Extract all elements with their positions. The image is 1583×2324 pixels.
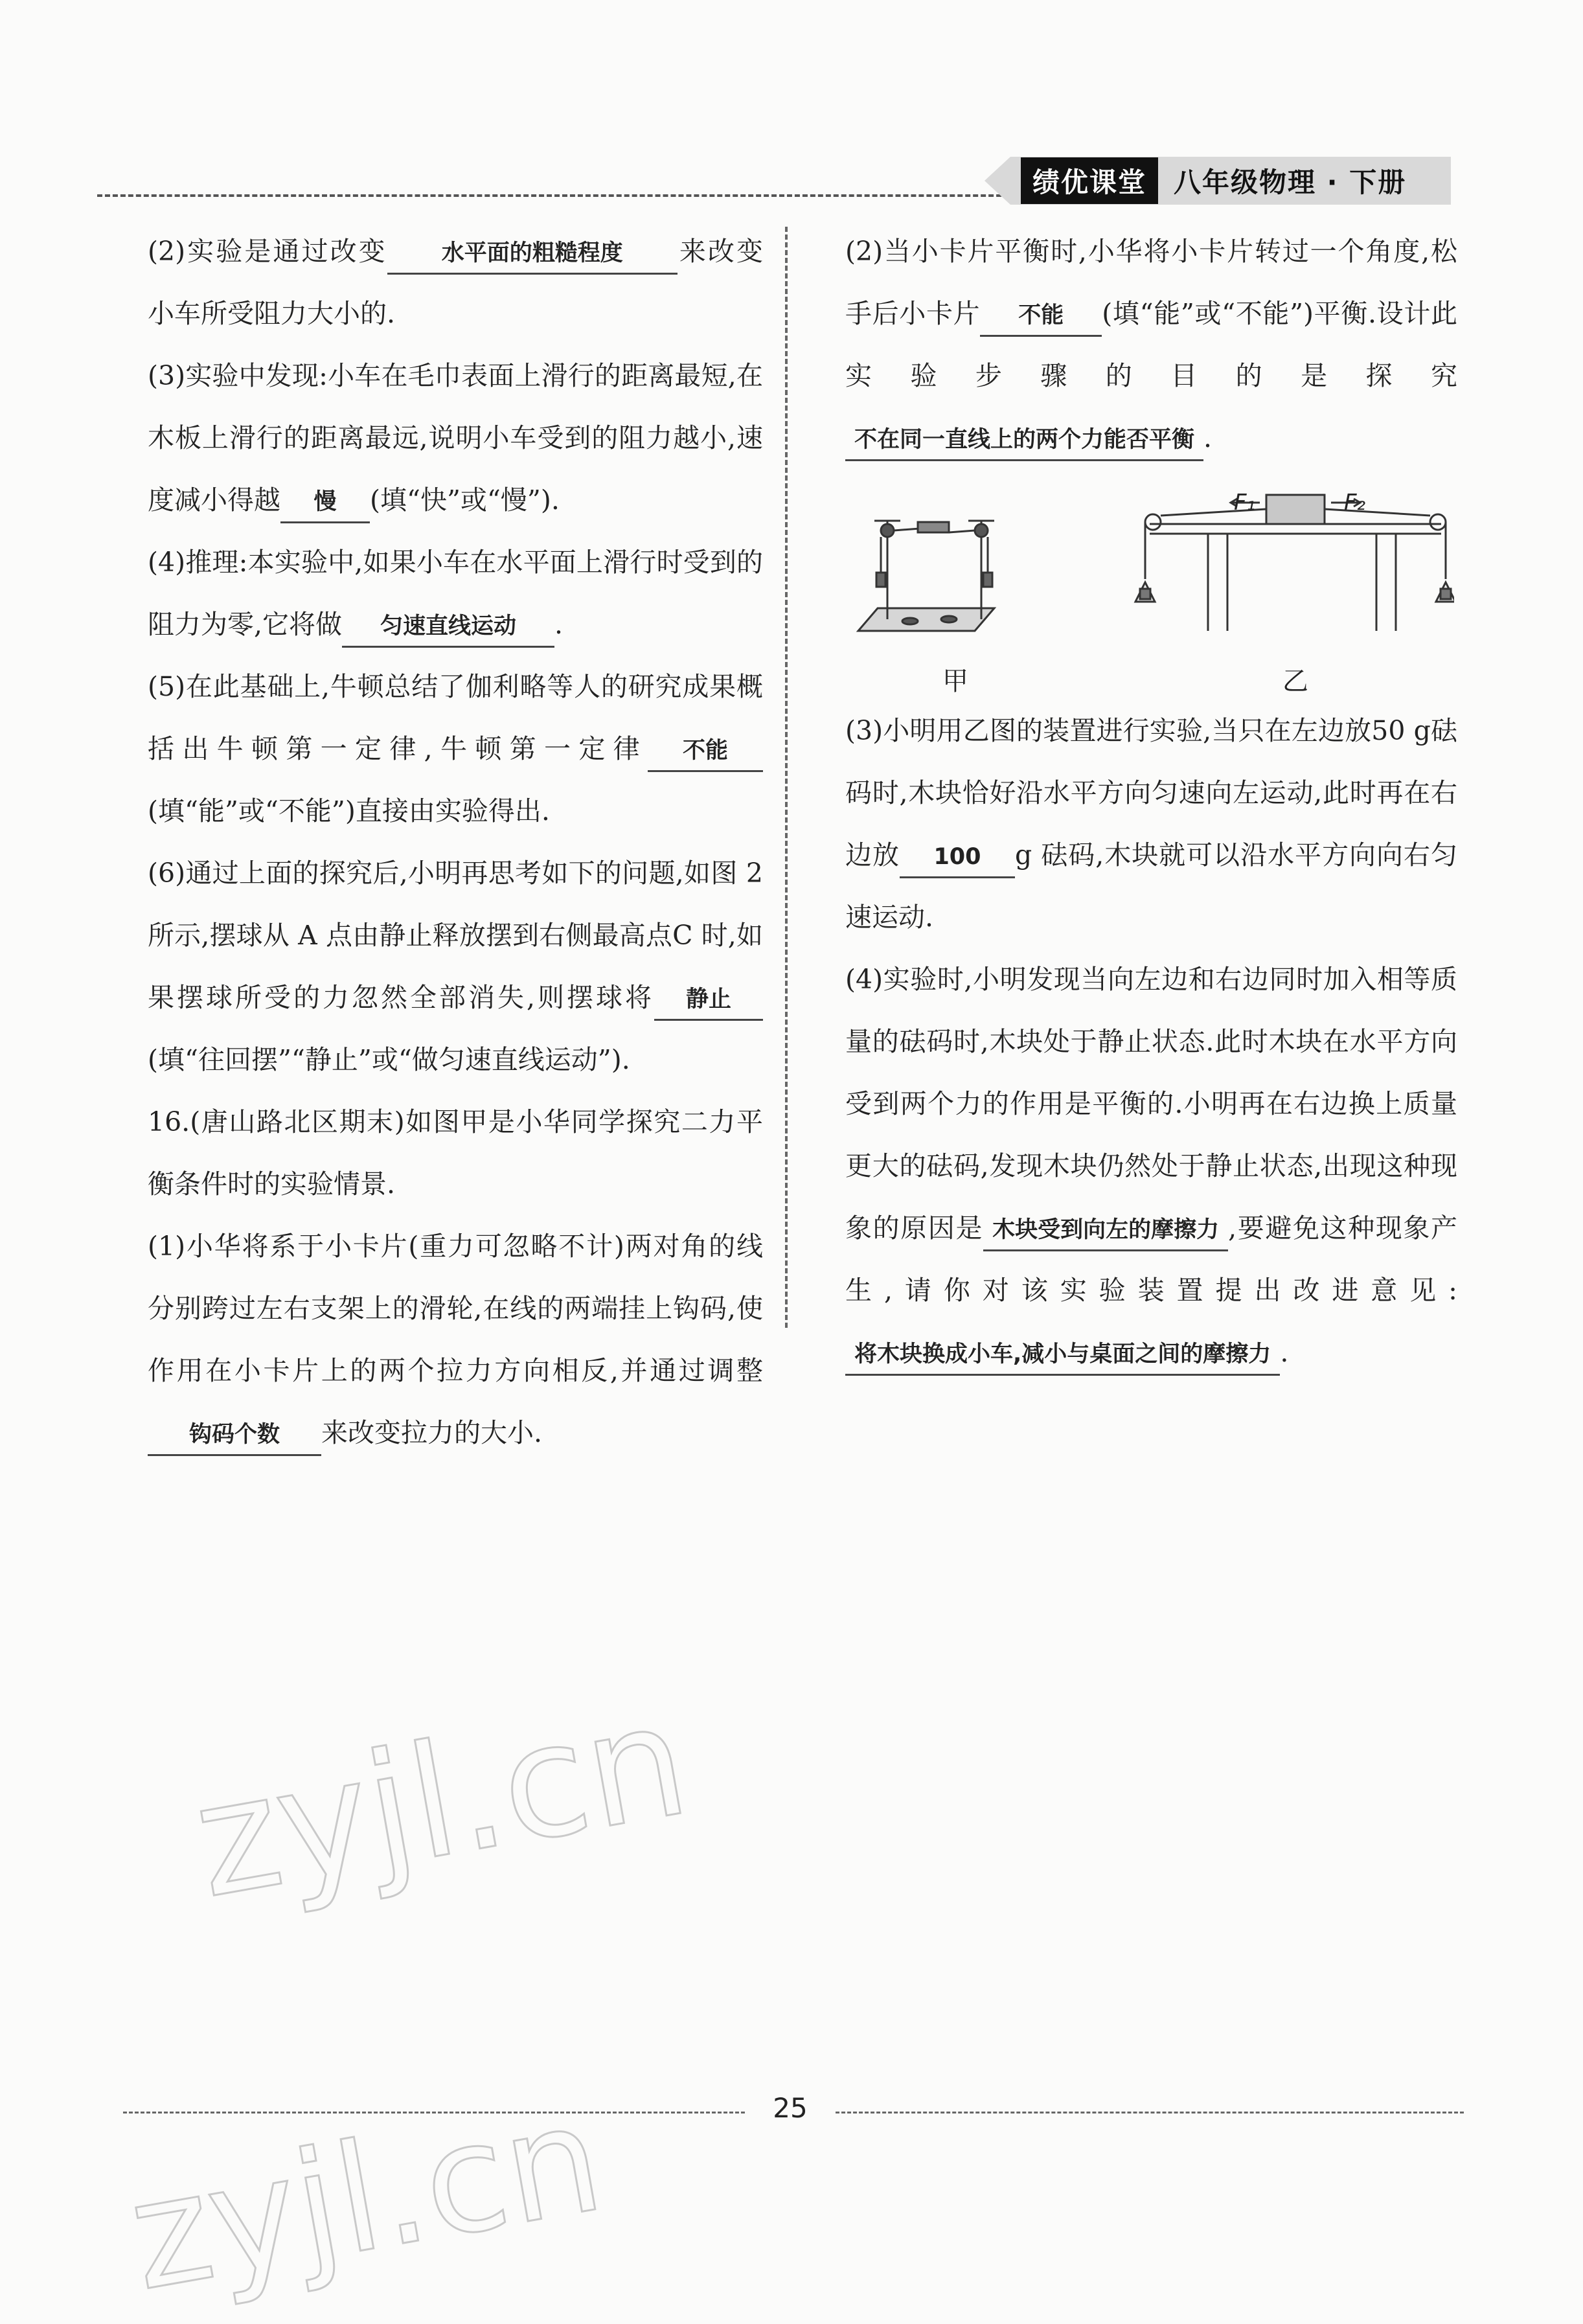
- grade-label: 八年级物理 · 下册: [1174, 166, 1407, 198]
- footer-rule-left: [123, 2112, 745, 2113]
- answer-blank: 水平面的粗糙程度: [387, 234, 678, 275]
- question-5: (5)在此基础上,牛顿总结了伽利略等人的研究成果概括出牛顿第一定律,牛顿第一定律 不能(填“能”或“不能”)直接由实验得出.: [148, 671, 763, 826]
- footer-rule-right: [836, 2112, 1464, 2113]
- header-rule: [97, 194, 1017, 197]
- figure-jia-caption: 甲: [942, 666, 968, 696]
- answer-blank: 不在同一直线上的两个力能否平衡: [845, 420, 1203, 461]
- figure-jia: [858, 521, 994, 631]
- page-number: 25: [773, 2092, 808, 2124]
- question-16-2: (2)当小卡片平衡时,小华将小卡片转过一个角度,松手后小卡片 不能 (填“能”或“不能”)平衡.设计此实验步骤的目的是探究不在同一直线上的两个力能否平衡 .: [845, 220, 1457, 469]
- right-column: [845, 220, 1457, 1384]
- answer-blank: 匀速直线运动: [342, 607, 554, 648]
- question-4: (4)推理:本实验中,如果小车在水平面上滑行时受到的阻力为零,它将做 匀速直线运动 .: [148, 531, 763, 655]
- header-banner: [1010, 157, 1451, 205]
- question-16-stem: 16.(唐山路北区期末)如图甲是小华同学探究二力平衡条件时的实验情景.: [148, 1106, 763, 1200]
- figure-yi-caption: 乙: [1282, 666, 1308, 696]
- answer-blank: 静止: [654, 980, 763, 1021]
- force-f1-label: F₁: [1234, 490, 1256, 516]
- question-16-1: (1)小华将系于小卡片(重力可忽略不计)两对角的线分别跨过左右支架上的滑轮,在线的两端挂上钩码,使作用在小卡片上的两个拉力方向相反,并通过调整钩码个数 来改变拉力的大小.: [148, 1215, 763, 1464]
- answer-blank: 100: [900, 837, 1015, 878]
- answer-blank: 慢: [280, 483, 370, 523]
- watermark: zyjl.cn: [118, 2071, 614, 2324]
- figure-yi: [1135, 495, 1454, 631]
- question-16-4: (4)实验时,小明发现当向左边和右边同时加入相等质量的砝码时,木块处于静止状态.此时木块在水平方向受到两个力的作用是平衡的.小明再在右边换上质量更大的砝码,发现木块仍然处于静止状态,出现这种现象的原因是 木块受到向左的摩擦力 ,要避免这种现象产生,请你对该实验装置提出改进意见:将木块换成小车,减小与桌面之间的摩擦力 .: [845, 948, 1457, 1384]
- answer-blank: 钩码个数: [148, 1415, 321, 1456]
- column-divider: [785, 227, 788, 1328]
- question-2: (2)实验是通过改变 水平面的粗糙程度 来改变小车所受阻力大小的.: [148, 220, 763, 345]
- question-16-3: (3)小明用乙图的装置进行实验,当只在左边放50 g砝码时,木块恰好沿水平方向匀速向左运动,此时再在右边放 100 g 砝码,木块就可以沿水平方向向右匀速运动.: [845, 715, 1458, 933]
- force-f2-label: F₂: [1344, 490, 1366, 516]
- answer-blank: 不能: [980, 296, 1102, 337]
- left-column: [148, 220, 763, 1464]
- answer-blank: 不能: [648, 731, 763, 772]
- brand-label: 绩优课堂: [1021, 157, 1158, 204]
- watermark: zyjl.cn: [182, 1668, 700, 1933]
- answer-blank: 木块受到向左的摩擦力: [983, 1211, 1228, 1251]
- figures: [845, 475, 1457, 696]
- answer-blank: 将木块换成小车,减小与桌面之间的摩擦力: [845, 1335, 1280, 1376]
- question-6: (6)通过上面的探究后,小明再思考如下的问题,如图 2 所示,摆球从 A 点由静止释放摆到右侧最高点C 时,如果摆球所受的力忽然全部消失,则摆球将 静止(填“往回摆”“静止”或“做匀速直线运动”).: [148, 858, 763, 1075]
- question-3: (3)实验中发现:小车在毛巾表面上滑行的距离最短,在木板上滑行的距离最远,说明小车受到的阻力越小,速度减小得越 慢 (填“快”或“慢”).: [148, 345, 763, 531]
